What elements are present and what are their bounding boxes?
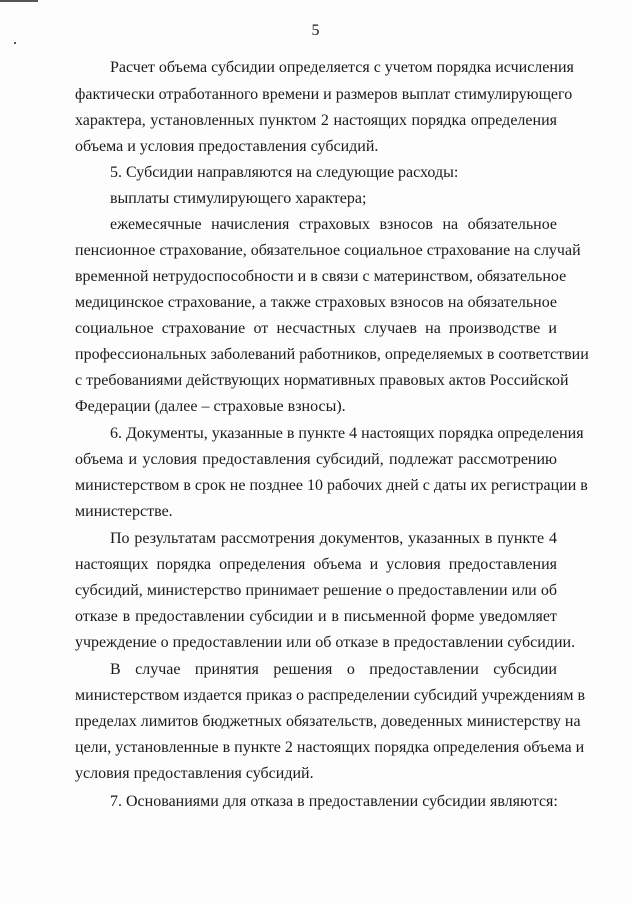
text-line: условия предоставления субсидий.	[75, 765, 314, 782]
text-line: пределах лимитов бюджетных обязательств, доведенных министерству на	[75, 713, 581, 730]
text-line: 6. Документы, указанные в пункте 4 настоящих порядка определения	[110, 425, 584, 442]
text-line: выплаты стимулирующего характера;	[110, 190, 367, 207]
text-line: учреждение о предоставлении или об отказе в предоставлении субсидии.	[75, 634, 576, 651]
page-number: 5	[311, 22, 320, 39]
text-line: с требованиями действующих нормативных правовых актов Российской	[75, 372, 569, 389]
text-line: социальное страхование от несчастных случаев на производстве и	[75, 320, 557, 337]
text-line: Расчет объема субсидии определяется с учетом порядка исчисления	[110, 59, 574, 76]
scan-artifact	[14, 42, 16, 44]
text-line: профессиональных заболеваний работников, определяемых в соответствии	[75, 346, 589, 363]
text-line: субсидий, министерство принимает решение о предоставлении или об	[75, 582, 557, 599]
text-line: министерстве.	[75, 503, 173, 520]
text-line: министерством в срок не позднее 10 рабочих дней с даты их регистрации в	[75, 477, 588, 494]
text-line: В случае принятия решения о предоставлении субсидии	[110, 661, 557, 678]
text-line: отказе в предоставлении субсидии и в письменной форме уведомляет	[75, 608, 557, 625]
text-line: настоящих порядка определения объема и условия предоставления	[75, 556, 557, 573]
text-line: объема и условия предоставления субсидий.	[75, 138, 379, 155]
text-line: По результатам рассмотрения документов, указанных в пункте 4	[110, 530, 557, 547]
text-line: пенсионное страхование, обязательное социальное страхование на случай	[75, 242, 581, 259]
text-line: Федерации (далее – страховые взносы).	[75, 398, 346, 415]
text-line: характера, установленных пунктом 2 настоящих порядка определения	[75, 112, 557, 129]
text-line: ежемесячные начисления страховых взносов на обязательное	[110, 216, 557, 233]
text-line: 7. Основаниями для отказа в предоставлении субсидии являются:	[110, 793, 558, 810]
text-line: временной нетрудоспособности и в связи с материнством, обязательное	[75, 268, 567, 285]
scan-artifact	[0, 0, 38, 2]
text-line: цели, установленные в пункте 2 настоящих порядка определения объема и	[75, 739, 585, 756]
text-line: объема и условия предоставления субсидий, подлежат рассмотрению	[75, 451, 557, 468]
text-line: 5. Субсидии направляются на следующие расходы:	[110, 164, 459, 181]
text-line: министерством издается приказ о распределении субсидий учреждениям в	[75, 687, 586, 704]
text-line: медицинское страхование, а также страховых взносов на обязательное	[75, 294, 557, 311]
text-line: фактически отработанного времени и размеров выплат стимулирующего	[75, 86, 573, 103]
